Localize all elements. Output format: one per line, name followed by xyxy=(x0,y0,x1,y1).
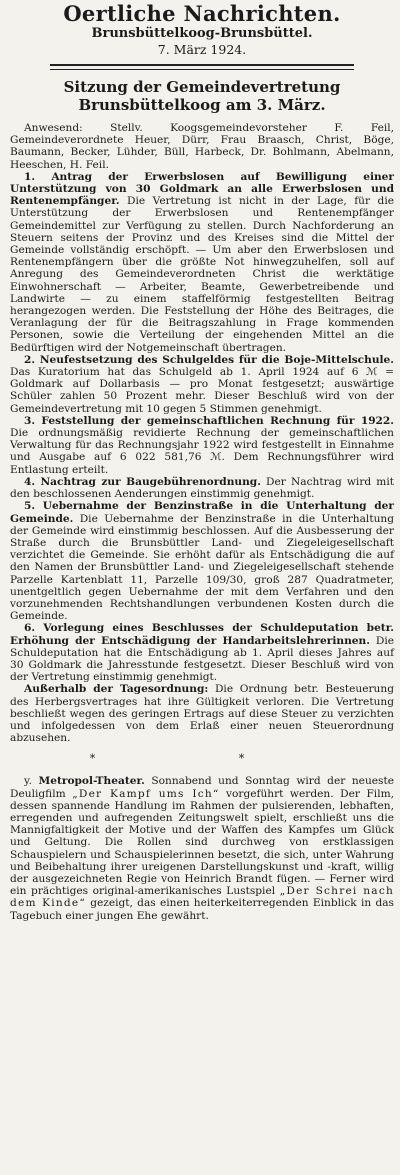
agenda-item-1-heading: 1. Antrag der Erwerbslosen auf Bewilligung einer Unterstützung von 30 Goldmark an alle Erwerbslosen und Rentenempfänger. xyxy=(10,170,394,208)
agenda-item-extra-heading: Außerhalb der Tagesordnung: xyxy=(24,683,209,696)
agenda-item-6-heading: 6. Vorlegung eines Beschlusses der Schuldeputation betr. Erhöhung der Entschädigung der Handarbeitslehrerinnen. xyxy=(10,622,394,647)
agenda-item-5-body: Die Uebernahme der Benzinstraße in die Unterhaltung der Gemeinde wird einstimmig beschlossen. Auf die Ausbesserung der Straße durch die Brunsbüttler Land- und Ziegeleigesellschaft verzichtet die Gemeinde. Sie erhöht dafür als Entschädigung die auf den Namen der Brunsbüttler Land- und Ziegeleigesellschaft stehende Parzelle Kartenblatt 11, Parzelle 109/30, groß 287 Quadratmeter, unentgeltlich gegen Uebernahme der mit dem Verfahren und den vorzunehmenden Rechtshandlungen verbundenen Kosten durch die Gemeinde. xyxy=(10,512,394,623)
theater-notice-prefix: y. xyxy=(24,775,32,788)
section-subtitle: Brunsbüttelkoog-Brunsbüttel. xyxy=(91,26,313,41)
agenda-item-2-body: Das Kuratorium hat das Schulgeld ab 1. April 1924 auf 6 ℳ = Goldmark auf Dollarbasis — pro Monat festgesetzt; auswärtige Schüler zahlen 50 Prozent mehr. Dieser Beschluß wird von der Gemeindevertretung mit 10 gegen 5 Stimmen genehmigt. xyxy=(10,366,394,415)
article-headline xyxy=(10,78,394,114)
section-title: Oertliche Nachrichten. xyxy=(63,1,341,26)
agenda-item-3-body: Die ordnungsmäßig revidierte Rechnung der gemeinschaftlichen Verwaltung für das Rechnungsjahr 1922 wird festgestellt in Einnahme und Ausgabe auf 6 022 581,76 ℳ. Dem Rechnungsführer wird Entlastung erteilt. xyxy=(10,427,394,476)
divider-rule xyxy=(50,64,354,66)
agenda-item-4-body: Der Nachtrag wird mit den beschlossenen Aenderungen einstimmig genehmigt. xyxy=(10,475,394,501)
divider-rule-thin xyxy=(50,69,354,70)
issue-date: 7. März 1924. xyxy=(157,42,247,57)
article-separator: * * xyxy=(89,752,315,766)
newspaper-page xyxy=(0,2,400,1175)
agenda-item-1-body: Die Vertretung ist nicht in der Lage, für die Unterstützung der Erwerbslosen und Rentenempfänger Gemeindemittel zur Verfügung zu stellen. Durch Nachforderung an Steuern seitens der Provinz und des Kreises sind die Mittel der Gemeinde vollständig erschöpft. — Um aber den Erwerbslosen und Rentenempfängern über die größte Not hinwegzuhelfen, soll auf Anregung des Gemeindeverordneten Christ die werktätige Einwohnerschaft — Arbeiter, Beamte, Gewerbetreibende und Landwirte — zu einem staffelförmig festgestellten Beitrag herangezogen werden. Die Feststellung der Höhe des Beitrages, die Veranlagung der für die Beitragszahlung in Frage kommenden Personen, sowie die Verteilung der eingehenden Mittel an die Bedürftigen wird der Notgemeinschaft übertragen. xyxy=(10,195,394,354)
agenda-item-3-heading: 3. Feststellung der gemeinschaftlichen Rechnung für 1922. xyxy=(24,414,394,427)
agenda-item-2 xyxy=(10,354,394,415)
agenda-item-extra xyxy=(10,683,394,744)
agenda-item-2-heading: 2. Neufestsetzung des Schulgeldes für die Boje-Mittelschule. xyxy=(24,353,394,366)
agenda-item-5-heading: 5. Uebernahme der Benzinstraße in die Unterhaltung der Gemeinde. xyxy=(10,500,394,525)
theater-notice-heading: Metropol-Theater. xyxy=(38,775,145,788)
film-title-2: „Der Schrei nach dem Kinde“ xyxy=(10,885,394,910)
agenda-item-6 xyxy=(10,622,394,683)
attendance-paragraph: Anwesend: Stellv. Koogsgemeindevorsteher F. Feil, Gemeindeverordnete Heuer, Dürr, Frau Braasch, Christ, Böge, Baumann, Becker, Lühder, Büll, Harbeck, Dr. Bohlmann, Abelmann, Heeschen, H. Feil. xyxy=(10,122,394,171)
film-title-1: „Der Kampf ums Ich“ xyxy=(72,787,220,800)
agenda-item-1 xyxy=(10,171,394,354)
theater-notice-body-2: vorgeführt werden. Der Film, dessen spannende Handlung im Rahmen der pulsierenden, lebhaften, erregenden und aufregenden Zeitungswelt spielt, erschließt uns die Mannigfaltigkeit der Motive und der Waffen des Kampfes um Glück und Geltung. Die Rollen sind durchweg von erstklassigen Schauspielern und Schauspielerinnen besetzt, die sich, unter Wahrung und Beibehaltung ihrer ureigenen Darstellungskunst und -kraft, willig der ausgezeichneten Regie von Heinrich Brandt fügen. — Ferner wird ein prächtiges original-amerikanisches Lustspiel xyxy=(10,787,394,898)
agenda-item-6-body: Die Schuldeputation hat die Entschädigung ab 1. April dieses Jahres auf 30 Goldmark die Jahresstunde festgesetzt. Dieser Beschluß wird von der Vertretung einstimmig genehmigt. xyxy=(10,634,394,684)
theater-notice xyxy=(10,775,394,921)
agenda-item-4 xyxy=(10,476,394,500)
article-headline-line-2: Brunsbüttelkoog am 3. März. xyxy=(78,96,326,114)
theater-notice-body-1: Sonnabend und Sonntag wird der neueste Deuligfilm xyxy=(10,775,395,800)
agenda-item-extra-body: Die Ordnung betr. Besteuerung des Herbergsvertrages hat ihre Gültigkeit verloren. Die Vertretung beschließt wegen des geringen Ertrags auf diese Steuer zu verzichten und infolgedessen von dem Erlaß einer neuen Steuerordnung abzusehen. xyxy=(10,683,394,745)
theater-notice-body-3: gezeigt, das einen heiterkeiterregenden Einblick in das Tagebuch einer jungen Ehe gewährt. xyxy=(10,897,394,922)
agenda-item-5 xyxy=(10,500,394,622)
agenda-item-3 xyxy=(10,415,394,476)
agenda-item-4-heading: 4. Nachtrag zur Baugebührenordnung. xyxy=(24,475,261,488)
article-headline-line-1: Sitzung der Gemeindevertretung xyxy=(63,78,341,96)
